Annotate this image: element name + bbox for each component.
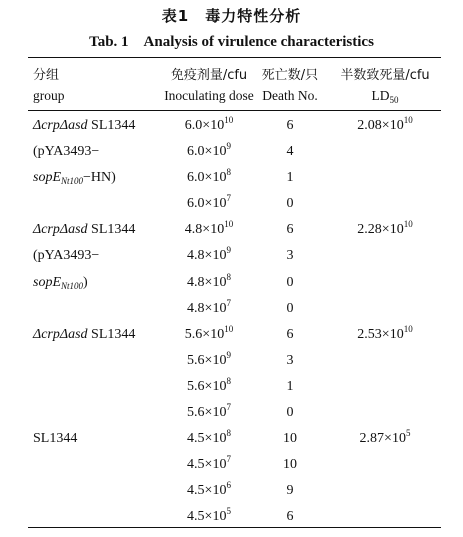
header-group bbox=[33, 68, 65, 104]
group-cell: sopE$_{Nt100}$−HN) bbox=[33, 170, 116, 187]
death-cell: 6 bbox=[286, 509, 294, 525]
dose-cell: $6.0\times 10^{10}$ bbox=[184, 115, 234, 133]
death-cell: 6 bbox=[286, 118, 294, 133]
dose-cell: $4.5\times 10^8$ bbox=[187, 428, 231, 447]
group-cell: ΔcrpΔasd SL1344 bbox=[33, 326, 136, 342]
header-group-cn: 分组 bbox=[33, 68, 60, 83]
dose-cell: $5.6\times 10^9$ bbox=[187, 349, 231, 368]
top-rule bbox=[28, 57, 441, 58]
header-ld50-en: $LD_{50}$ bbox=[371, 88, 399, 105]
table-row bbox=[0, 454, 463, 480]
death-cell: 10 bbox=[283, 431, 297, 447]
table-row bbox=[0, 167, 463, 193]
death-cell: 10 bbox=[283, 457, 297, 473]
death-cell: 0 bbox=[286, 274, 294, 290]
death-cell: 6 bbox=[286, 326, 294, 342]
death-cell: 9 bbox=[286, 483, 294, 499]
header-group-en: group bbox=[33, 88, 65, 103]
death-cell: 0 bbox=[286, 405, 294, 421]
table-row bbox=[0, 193, 463, 219]
dose-cell: $5.6\times 10^7$ bbox=[187, 402, 231, 421]
header-dose bbox=[148, 68, 270, 104]
death-cell: 6 bbox=[286, 222, 294, 238]
table-row bbox=[0, 428, 463, 454]
table-row bbox=[0, 245, 463, 271]
group-cell: (pYA3493− bbox=[33, 144, 100, 160]
dose-cell: $6.0\times 10^9$ bbox=[187, 141, 231, 160]
table-row bbox=[0, 298, 463, 324]
death-cell: 3 bbox=[286, 248, 294, 264]
table-row bbox=[0, 115, 463, 141]
dose-cell: $4.8\times 10^9$ bbox=[187, 245, 231, 264]
group-cell: ΔcrpΔasd SL1344 bbox=[33, 222, 136, 238]
dose-cell: $6.0\times 10^7$ bbox=[187, 193, 231, 212]
table-row bbox=[0, 219, 463, 245]
dose-cell: $4.8\times 10^{10}$ bbox=[184, 219, 234, 238]
table-row bbox=[0, 350, 463, 376]
table-row bbox=[0, 402, 463, 428]
group-cell: SL1344 bbox=[33, 431, 78, 447]
table-row bbox=[0, 480, 463, 506]
header-death-cn: 死亡数/只 bbox=[261, 68, 319, 83]
header-death-en: Death No. bbox=[262, 88, 318, 103]
ld50-cell: $2.28\times 10^{10}$ bbox=[357, 219, 413, 238]
group-cell: sopE$_{Nt100}$) bbox=[33, 274, 88, 291]
table-title-cn: 表1 毒力特性分析 bbox=[161, 7, 302, 25]
group-cell: ΔcrpΔasd SL1344 bbox=[33, 118, 136, 133]
ld50-cell: $2.53\times 10^{10}$ bbox=[357, 323, 413, 342]
death-cell: 4 bbox=[286, 144, 294, 160]
table-row bbox=[0, 324, 463, 350]
dose-cell: $5.6\times 10^{10}$ bbox=[184, 323, 234, 342]
dose-cell: $4.5\times 10^7$ bbox=[187, 454, 231, 473]
dose-cell: $4.8\times 10^8$ bbox=[187, 271, 231, 290]
table-title-en: Tab. 1 Analysis of virulence characteristics bbox=[89, 34, 374, 50]
table-row bbox=[0, 376, 463, 402]
death-cell: 1 bbox=[286, 378, 294, 394]
death-cell: 0 bbox=[286, 300, 294, 316]
death-cell: 3 bbox=[286, 352, 294, 368]
dose-cell: $6.0\times 10^8$ bbox=[187, 167, 231, 186]
table-row bbox=[0, 272, 463, 298]
ld50-cell: $2.87\times 10^5$ bbox=[359, 428, 411, 447]
header-death bbox=[255, 68, 325, 104]
header-ld50 bbox=[330, 68, 440, 104]
dose-cell: $4.8\times 10^7$ bbox=[187, 297, 231, 316]
header-rule bbox=[28, 110, 441, 111]
header-ld50-cn: 半数致死量/cfu bbox=[340, 68, 430, 83]
table-row bbox=[0, 141, 463, 167]
header-dose-en: Inoculating dose bbox=[164, 88, 254, 103]
table-body bbox=[0, 115, 463, 533]
dose-cell: $5.6\times 10^8$ bbox=[187, 375, 231, 394]
ld50-cell: $2.08\times 10^{10}$ bbox=[357, 115, 413, 133]
header-dose-cn: 免疫剂量/cfu bbox=[170, 68, 248, 83]
table-row bbox=[0, 506, 463, 532]
bottom-rule bbox=[28, 527, 441, 528]
death-cell: 1 bbox=[286, 170, 294, 186]
dose-cell: $4.5\times 10^5$ bbox=[187, 506, 231, 525]
dose-cell: $4.5\times 10^6$ bbox=[187, 480, 231, 499]
group-cell: (pYA3493− bbox=[33, 248, 100, 264]
death-cell: 0 bbox=[286, 196, 294, 212]
